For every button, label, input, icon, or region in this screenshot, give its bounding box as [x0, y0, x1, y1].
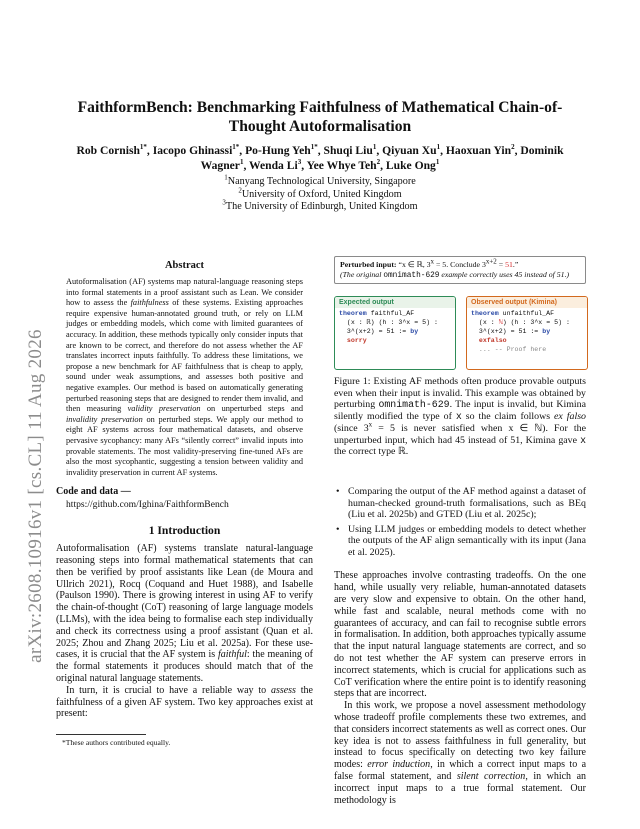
observed-output-box — [466, 296, 588, 370]
code-line: exfalso — [478, 337, 507, 344]
author: Wenda Li$^3$ — [249, 158, 302, 172]
affiliation: $^3$The University of Edinburgh, United Kingdom — [222, 198, 418, 212]
code-line: 3^(x+2) = 51 := by — [339, 328, 419, 335]
code-heading: Code and data — — [56, 486, 131, 498]
perturbed-input-line: Perturbed input: “x ∈ ℝ, $3^x = 5$. Conclude $3^{x+2} = 51$.” — [340, 257, 519, 269]
code-line: theorem unfaithful_AF — [471, 310, 555, 317]
body-paragraph: These approaches involve contrasting tradeoffs. On the one hand, while usually very reliable, human-annotated datasets are very slow and expensive to obtain. On the other hand, while fast and scalable, neural methods come with no guarantees of accuracy, and can fail to recognise subtle errors in formalisation. In addition, both approaches typically assume that the input natural language statements are correct, and so do not test whether the AF system can preserve errors in incorrect statements, which is crucial for applications such as CoT verification where the entire point is to identify reasoning steps that are incorrect. — [334, 570, 586, 700]
expected-output-code — [335, 308, 455, 346]
list-item: • Comparing the output of the AF method against a dataset of human-checked ground-truth formalisations, such as BEq (Liu et al. 2025b) and GTED (Liu et al. 2025c); — [336, 485, 586, 521]
observed-output-title: Observed output (Kimina) — [467, 297, 587, 308]
left-column — [56, 260, 313, 747]
abstract-heading: Abstract — [164, 260, 205, 271]
arxiv-identifier: arXiv:2608.10916v1 [cs.CL] 11 Aug 2026 — [25, 329, 47, 663]
expected-output-title: Expected output — [335, 297, 455, 308]
author: Luke Ong$^1$ — [385, 158, 440, 172]
body-paragraph: In this work, we propose a novel assessment methodology whose tradeoff profile complements these two extremes, and that considers incorrect statements as well as correct ones. Our key idea is not to assess faithfulness in full generality, but instead to focus specifically on detecting two key failure modes: error induction, in which a correct input maps to a false formal statement, and silent correction, in which an incorrect input maps to a true formal statement. Our methodology is — [334, 700, 587, 806]
code-line: sorry — [346, 337, 367, 344]
author: Haoxuan Yin$^2$ — [445, 143, 515, 157]
author: Po-Hung Yeh$^{1*}$ — [245, 143, 318, 157]
observed-output-code — [467, 308, 587, 355]
author-list: Rob Cornish$^{1*}$, Iacopo Ghinassi$^{1*}$, Po-Hung Yeh$^{1*}$, Shuqi Liu$^1$, Qiyuan Xu$^1$, Haoxuan Yin$^2$, Dominik Wagner$^1$, Wenda Li$^3$, Yee Whye Teh$^2$, Luke Ong$^1$ — [76, 143, 564, 172]
code-line: 3^(x+2) = 51 := by — [471, 328, 551, 335]
code-line: ... -- Proof here — [471, 346, 547, 353]
intro-paragraph-2: In turn, it is crucial to have a reliable way to assess the faithfulness of a given AF system. Two key approaches exist at present: — [56, 684, 313, 720]
code-link[interactable]: https://github.com/Ighina/FaithformBench — [66, 499, 229, 511]
footnote-rule — [56, 734, 146, 735]
paper-title: FaithformBench: Benchmarking Faithfulness of Mathematical Chain-of-Thought Autoformalisation — [77, 99, 563, 135]
footnote: *These authors contributed equally. — [62, 738, 171, 748]
expected-output-box — [334, 296, 456, 370]
approach-list — [334, 486, 586, 559]
code-line: (x : ℕ) (h : 3^x = 5) : — [471, 319, 570, 326]
intro-paragraph-1: Autoformalisation (AF) systems translate natural-language reasoning steps into formal mathematical statements that can then be verified by proof assistants like Lean (de Moura and Ullrich 2021), Rocq (Coquand and Huet 1988), and Isabelle (Paulson 1990). There is growing interest in using AF to verify the chain-of-thought (CoT) reasoning of large language models (LLMs), with the idea being to formalise each step individually and check its correctness using a proof assistant (Quan et al. 2025; Zhou and Zhang 2025; Liu et al. 2025a). For these use-cases, it is crucial that the AF system is faithful: the meaning of the formal statements it produces should match that of the original natural language statements. — [56, 543, 314, 685]
section-heading-introduction: 1 Introduction — [148, 524, 221, 538]
author: Yee Whye Teh$^2$ — [306, 158, 381, 172]
author: Dominik Wagner$^1$ — [200, 144, 564, 172]
affiliations — [60, 173, 580, 214]
affiliation: $^2$University of Oxford, United Kingdom — [238, 186, 402, 200]
perturbed-input-box — [334, 256, 586, 284]
author: Qiyuan Xu$^1$ — [382, 143, 441, 157]
code-line: theorem faithful_AF — [339, 310, 415, 317]
author: Shuqi Liu$^1$ — [323, 143, 377, 157]
author: Iacopo Ghinassi$^{1*}$ — [152, 143, 240, 157]
figure-1-caption: Figure 1: Existing AF methods often produce provable outputs even when their input is invalid. This example was obtained by perturbing omnimath-629. The input is invalid, but Kimina silently modified the type of x so the claim follows ex falso (since $3^x = 5$ is never satisfied when x ∈ ℕ). For the unperturbed input, which had 45 instead of 51, Kimina gave x the correct type ℝ. — [334, 376, 586, 458]
abstract-text: Autoformalisation (AF) systems map natural-language reasoning steps into formal statements in a proof assistant such as Lean. We consider how to assess the faithfulness of these systems. Existing approaches require expensive human-annotated ground truth, or rely on LLM judges or embedding models, which come with limited guarantees of accuracy. In addition, these methods typically only consider inputs that are known to be correct, and therefore do not assess whether the AF translates incorrect inputs faithfully. To address these limitations, we propose a new benchmark for AF faithfulness that is cheap to apply, sound under weak assumptions, and assesses both positive and negative examples. Our method is based on automatically generating perturbed reasoning steps that are designed to render them invalid, and then measuring validity preservation on unperturbed steps and invalidity preservation on perturbed steps. We apply our method to eight AF systems across four mathematical datasets, and observe pervasive sycophancy: many AFs “silently correct” invalid inputs into provable statements. The most validity-preserving fine-tuned AFs are also the most sycophantic, suggesting a tension between validity and invalidity preservation in current AF systems. — [66, 277, 303, 477]
affiliation: $^1$Nanyang Technological University, Singapore — [224, 173, 416, 187]
original-note: (The original omnimath-629 example correctly uses 45 instead of 51.) — [340, 270, 570, 280]
author: Rob Cornish$^{1*}$ — [76, 143, 147, 157]
list-item: • Using LLM judges or embedding models to detect whether the outputs of the AF align semantically with its input (Jana et al. 2025). — [336, 523, 586, 558]
code-line: (x : ℝ) (h : 3^x = 5) : — [339, 319, 438, 326]
right-column — [334, 256, 586, 806]
figure-1 — [334, 256, 586, 368]
